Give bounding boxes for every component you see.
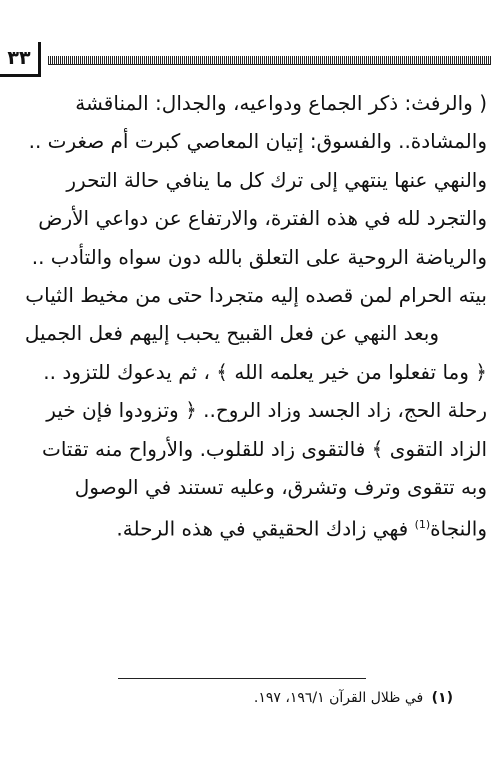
text-line-12-rest: فهي زادك الحقيقي في هذه الرحلة. — [116, 516, 415, 541]
text-line-5: والرياضة الروحية على التعلق بالله دون سواه والتأدب .. — [31, 244, 487, 269]
text-line-1: ( والرفث: ذكر الجماع ودواعيه، والجدال: المناقشة — [75, 91, 487, 115]
text-line-10: الزاد التقوى ﴾ فالتقوى زاد للقلوب. والأرواح منه تقتات — [41, 436, 487, 461]
text-line-12-start: والنجاة — [430, 516, 487, 541]
page-number-box — [0, 42, 41, 77]
text-line-9: رحلة الحج، زاد الجسد وزاد الروح.. ﴿ وتزودوا فإن خير — [46, 398, 487, 423]
header-rule — [48, 56, 491, 65]
footnote-text: في ظلال القرآن ١٩٦/١، ١٩٧. — [253, 690, 424, 706]
text-line-8: ﴿ وما تفعلوا من خير يعلمه الله ﴾ ، ثم يدعوك للتزود .. — [43, 359, 487, 384]
text-line-2: والمشادة.. والفسوق: إتيان المعاصي كبرت أم صغرت .. — [28, 129, 487, 154]
text-line-4: والتجرد لله في هذه الفترة، والارتفاع عن دواعي الأرض — [38, 206, 487, 231]
text-line-12 — [0, 506, 491, 544]
body-text — [0, 84, 491, 545]
text-line-3: والنهي عنها ينتهي إلى ترك كل ما ينافي حالة التحرر — [66, 167, 487, 192]
text-line-6: بيته الحرام لمن قصده إليه متجردا حتى من مخيط الثياب — [25, 282, 487, 307]
page-number: ٣٣ — [7, 47, 31, 69]
footnote-reference: (1) — [414, 518, 431, 532]
footnote — [254, 690, 453, 706]
text-line-11: وبه تتقوى وترف وتشرق، وعليه تستند في الوصول — [74, 474, 487, 499]
footnote-marker: (١) — [431, 690, 453, 706]
footnote-rule — [118, 678, 366, 679]
text-line-7: وبعد النهي عن فعل القبيح يحبب إليهم فعل الجميل — [24, 321, 439, 346]
